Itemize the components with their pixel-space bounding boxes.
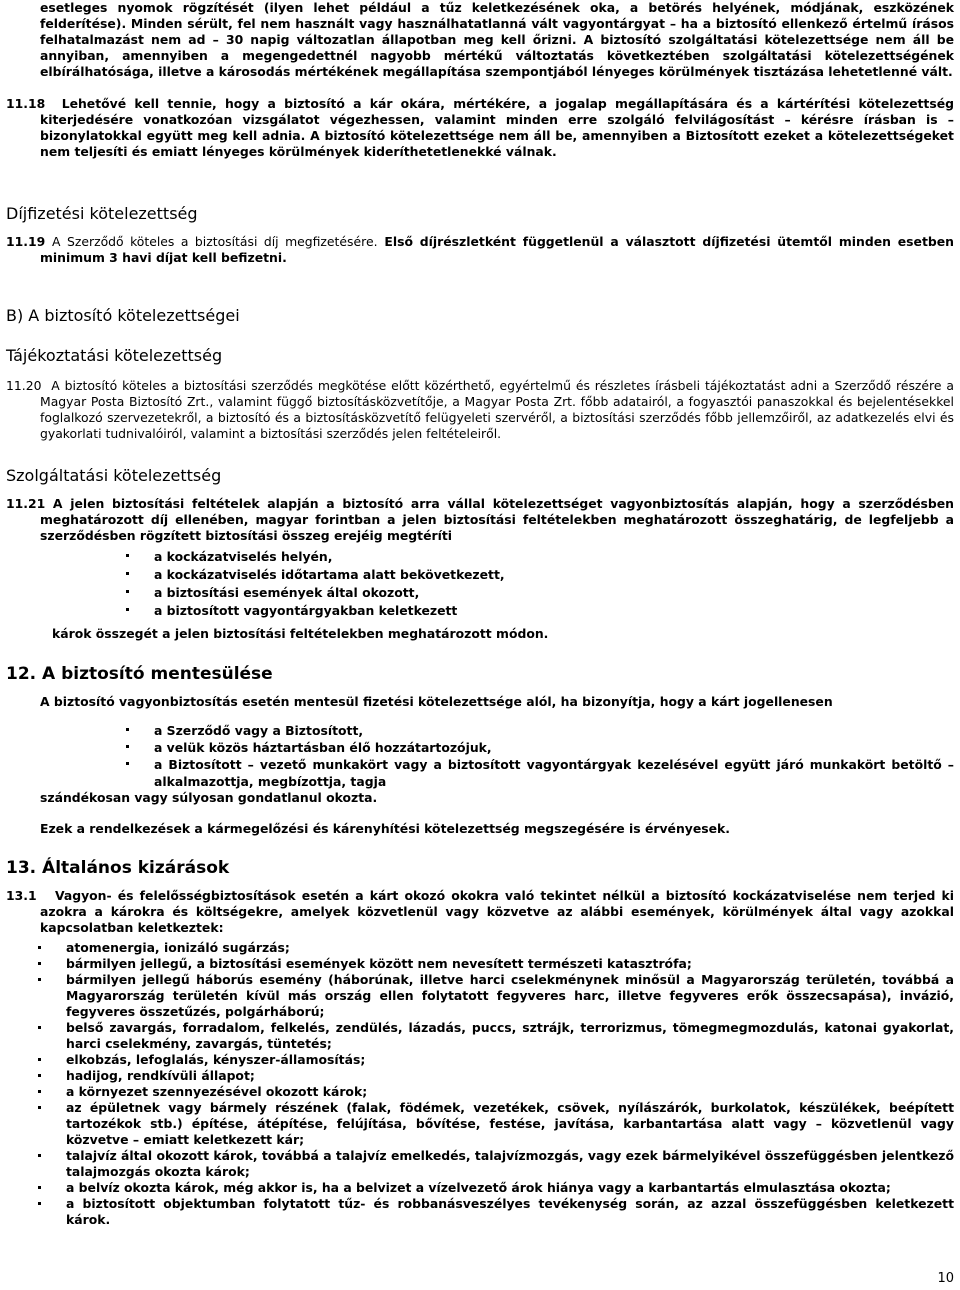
paragraph-continued: esetleges nyomok rögzítését (ilyen lehet például a tűz keletkezésének oka, a betörés helyének, módjának, eszközének felderítése). Minden sérült, fel nem használt vagy használhatatlanná vált vagyontárgyat – ha a biztosító ellenkező értelmű írásos felhatalmazást nem ad – 30 napig változatlan állapotban meg kell őrizni. A biztosító szolgáltatási kötelezettsége nem áll be annyiban, amennyiben a megengedettnél nagyobb mértékű változtatás következtében szolgáltatási kötelezettségének elbírálhatósága, illetve a károsodás mértékének megállapítása szempontjából lényeges körülmények tisztázása lehetetlenné vált. bbox=[40, 0, 954, 79]
section-11-21-after: károk összegét a jelen biztosítási feltételekben meghatározott módon. bbox=[52, 626, 549, 641]
section-text: Lehetővé kell tennie, hogy a biztosító a kár okára, mértékére, a jogalap megállapítására és a kártérítési kötelezettség kiterjedésére vonatkozóan vizsgálatot végezhessen, valamint minden erre szolgáló felvilágosítást – kérésre írásban is – bizonylatokkal együtt meg kell adnia. A biztosító kötelezettsége nem áll be, amennyiben a Biztosított ezeket a kötelezettségeket nem teljesíti és emiatt lényeges körülmények kideríthetetlenekké válnak. bbox=[40, 96, 954, 159]
section-text-bold: Első díjrészletként függetlenül a választott díjfizetési ütemtől minden esetben minimum 3 havi díjat kell befizetni. bbox=[40, 234, 954, 265]
list-item: a kockázatviselés időtartama alatt bekövetkezett, bbox=[126, 566, 954, 584]
section-11-21 bbox=[6, 496, 954, 544]
section-11-19 bbox=[6, 234, 954, 266]
heading-b: B) A biztosító kötelezettségei bbox=[6, 306, 240, 325]
list-13-1 bbox=[38, 940, 954, 1228]
list-item: bármilyen jellegű, a biztosítási események között nem nevesített természeti katasztrófa; bbox=[38, 956, 954, 972]
list-item: elkobzás, lefoglalás, kényszer-államosítás; bbox=[38, 1052, 954, 1068]
heading-szolgaltatasi: Szolgáltatási kötelezettség bbox=[6, 466, 222, 485]
list-item: a biztosított objektumban folytatott tűz- és robbanásveszélyes tevékenység során, az azzal összefüggésben keletkezett károk. bbox=[38, 1196, 954, 1228]
section-12-note: Ezek a rendelkezések a kármegelőzési és kárenyhítési kötelezettség megszegésére is érvényesek. bbox=[40, 821, 730, 836]
section-text: Vagyon- és felelősségbiztosítások esetén a kárt okozó okokra való tekintet nélkül a biztosító kockázatviselése nem terjed ki azokra a károkra és költségekre, amelyek közvetlenül vagy közvetve az alábbi események, körülmények által vagy azokkal kapcsolatban keletkeztek: bbox=[40, 888, 954, 935]
section-number: 11.19 bbox=[6, 234, 46, 249]
heading-12: 12. A biztosító mentesülése bbox=[6, 664, 273, 684]
section-text-normal: A Szerződő köteles a biztosítási díj megfizetésére. bbox=[52, 234, 378, 249]
section-11-18 bbox=[6, 96, 954, 160]
section-12-after: szándékosan vagy súlyosan gondatlanul okozta. bbox=[40, 790, 378, 805]
list-12 bbox=[126, 722, 954, 790]
section-number: 13.1 bbox=[6, 888, 37, 903]
section-number: 11.21 bbox=[6, 496, 46, 511]
list-item: az épületnek vagy bármely részének (falak, födémek, vezetékek, csövek, nyílászárók, burkolatok, készülékek, beépített tartozékok stb.) építése, átépítése, felújítása, bővítése, festése, javítása, karbantartása alatt vagy – közvetlenül vagy közvetve – emiatt keletkezett kár; bbox=[38, 1100, 954, 1148]
list-11-21 bbox=[126, 548, 954, 620]
section-text: A jelen biztosítási feltételek alapján a biztosító arra vállal kötelezettséget vagyonbiztosítás alapján, hogy a szerződésben meghatározott díj ellenében, magyar forintban a jelen biztosítási feltételekben meghatározott összeghatárig, de legfeljebb a szerződésben rögzített biztosítási összeg erejéig megtéríti bbox=[40, 496, 954, 543]
list-item: atomenergia, ionizáló sugárzás; bbox=[38, 940, 954, 956]
list-item: a környezet szennyezésével okozott károk; bbox=[38, 1084, 954, 1100]
list-item: a kockázatviselés helyén, bbox=[126, 548, 954, 566]
list-item: a biztosított vagyontárgyakban keletkezett bbox=[126, 602, 954, 620]
list-item: a Biztosított – vezető munkakört vagy a biztosított vagyontárgyak kezelésével együtt járó munkakört betöltő – alkalmazottja, megbízottja, tagja bbox=[126, 756, 954, 790]
section-12-intro: A biztosító vagyonbiztosítás esetén mentesül fizetési kötelezettsége alól, ha bizonyítja, hogy a kárt jogellenesen bbox=[40, 694, 833, 709]
list-item: a velük közös háztartásban élő hozzátartozójuk, bbox=[126, 739, 954, 756]
section-11-20 bbox=[6, 378, 954, 442]
section-number: 11.18 bbox=[6, 96, 46, 111]
section-text: A biztosító köteles a biztosítási szerződés megkötése előtt közérthető, egyértelmű és részletes írásbeli tájékoztatást adni a Szerződő részére a Magyar Posta Biztosító Zrt., valamint függő biztosításközvetítője, a Magyar Posta Zrt. főbb adatairól, a fogyasztói panaszokkal és bejelentésekkel foglalkozó szervezetekről, a biztosító és a biztosításközvetítő felügyeleti szervéről, a biztosítási szerződés főbb jellemzőiről, az adatkezelés elvi és gyakorlati tudnivalóiról, valamint a biztosítási szerződés jelen feltételeiről. bbox=[40, 378, 954, 441]
section-number: 11.20 bbox=[6, 378, 42, 393]
heading-dijfizetesi: Díjfizetési kötelezettség bbox=[6, 204, 198, 223]
heading-tajekoztatasi: Tájékoztatási kötelezettség bbox=[6, 346, 223, 365]
list-item: a biztosítási események által okozott, bbox=[126, 584, 954, 602]
list-item: a belvíz okozta károk, még akkor is, ha a belvizet a vízelvezető árok hiánya vagy a karbantartás elmulasztása okozta; bbox=[38, 1180, 954, 1196]
list-item: belső zavargás, forradalom, felkelés, zendülés, lázadás, puccs, sztrájk, terrorizmus, tömegmegmozdulás, katonai gyakorlat, harci cselekmény, zavargás, tüntetés; bbox=[38, 1020, 954, 1052]
list-item: hadijog, rendkívüli állapot; bbox=[38, 1068, 954, 1084]
list-item: bármilyen jellegű háborús esemény (háborúnak, illetve harci cselekménynek minősül a Magyarország területén, továbbá a Magyarország területén kívül más ország ellen folytatott fegyveres harc, illetve fegyveres erők összecsapása), invázió, fegyveres összetűzés, polgárháború; bbox=[38, 972, 954, 1020]
list-item: talajvíz által okozott károk, továbbá a talajvíz emelkedés, talajvízmozgás, vagy ezek bármelyikével összefüggésben jelentkező talajmozgás okozta károk; bbox=[38, 1148, 954, 1180]
list-item: a Szerződő vagy a Biztosított, bbox=[126, 722, 954, 739]
heading-13: 13. Általános kizárások bbox=[6, 858, 230, 878]
section-13-1 bbox=[6, 888, 954, 936]
page-number: 10 bbox=[937, 1271, 954, 1286]
